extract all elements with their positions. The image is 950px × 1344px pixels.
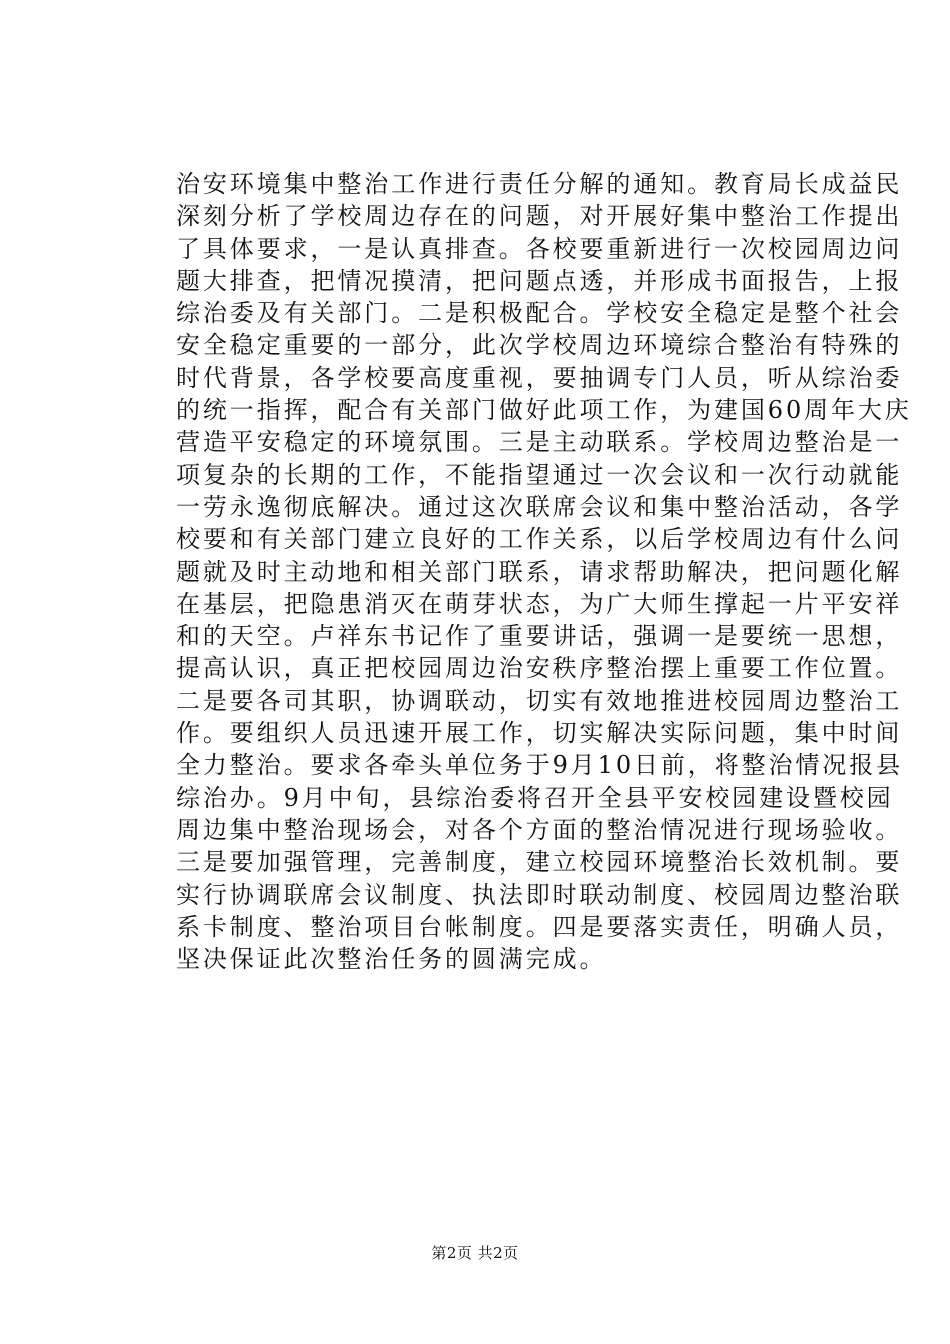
text-line: 三是要加强管理，完善制度，建立校园环境整治长效机制。要 — [176, 848, 903, 877]
text-line: 系卡制度、整治项目台帐制度。四是要落实责任，明确人员， — [176, 912, 903, 941]
text-line: 作。要组织人员迅速开展工作，切实解决实际问题，集中时间 — [176, 719, 903, 748]
text-line: 安全稳定重要的一部分，此次学校周边环境综合整治有特殊的 — [176, 331, 903, 360]
text-line: 校要和有关部门建立良好的工作关系，以后学校周边有什么问 — [176, 525, 903, 554]
text-line: 全力整治。要求各牵头单位务于9月10日前，将整治情况报县 — [176, 751, 904, 780]
text-line: 时代背景，各学校要高度重视，要抽调专门人员，听从综治委 — [176, 363, 903, 392]
text-line: 和的天空。卢祥东书记作了重要讲话，强调一是要统一思想， — [176, 622, 903, 651]
text-line: 二是要各司其职，协调联动，切实有效地推进校园周边整治工 — [176, 686, 903, 715]
page-number-footer: 第2页 共2页 — [431, 1244, 519, 1262]
body-paragraph — [176, 168, 912, 975]
text-line: 坚决保证此次整治任务的圆满完成。 — [176, 945, 607, 974]
text-line: 题大排查，把情况摸清，把问题点透，并形成书面报告，上报 — [176, 266, 903, 295]
text-line: 营造平安稳定的环境氛围。三是主动联系。学校周边整治是一 — [176, 428, 903, 457]
text-line: 治安环境集中整治工作进行责任分解的通知。教育局长成益民 — [176, 170, 903, 198]
text-line: 深刻分析了学校周边存在的问题，对开展好集中整治工作提出 — [176, 202, 903, 231]
text-line: 综治办。9月中旬，县综治委将召开全县平安校园建设暨校园 — [176, 783, 894, 812]
text-line: 的统一指挥，配合有关部门做好此项工作，为建国60周年大庆 — [176, 396, 912, 425]
text-line: 题就及时主动地和相关部门联系，请求帮助解决，把问题化解 — [176, 557, 903, 586]
text-line: 提高认识，真正把校园周边治安秩序整治摆上重要工作位置。 — [176, 654, 903, 683]
text-line: 在基层，把隐患消灭在萌芽状态，为广大师生撑起一片平安祥 — [176, 589, 903, 618]
text-line: 了具体要求，一是认真排查。各校要重新进行一次校园周边问 — [176, 234, 903, 263]
text-line: 项复杂的长期的工作，不能指望通过一次会议和一次行动就能 — [176, 460, 903, 489]
text-line: 实行协调联席会议制度、执法即时联动制度、校园周边整治联 — [176, 880, 903, 909]
text-line: 综治委及有关部门。二是积极配合。学校安全稳定是整个社会 — [176, 299, 903, 328]
text-line: 周边集中整治现场会，对各个方面的整治情况进行现场验收。 — [176, 815, 903, 844]
text-line: 一劳永逸彻底解决。通过这次联席会议和集中整治活动，各学 — [176, 492, 903, 521]
